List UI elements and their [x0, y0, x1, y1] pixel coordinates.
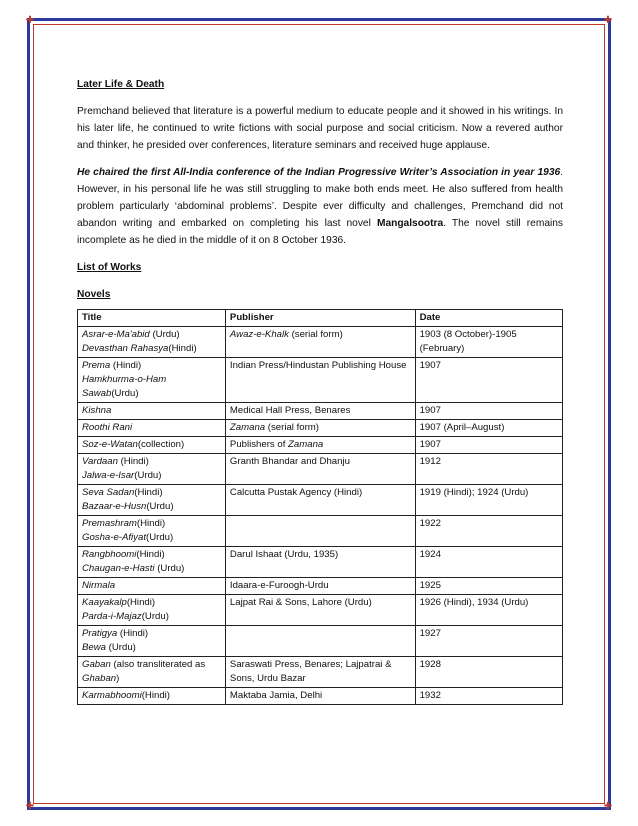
table-row	[78, 358, 563, 403]
cell-publisher	[225, 626, 415, 657]
novels-table	[77, 309, 563, 705]
work-title: Karmabhoomi	[82, 690, 142, 701]
header-date: Date	[415, 310, 562, 327]
cell-date: 1932	[415, 688, 562, 705]
cell-title	[78, 420, 226, 437]
cell-publisher	[225, 657, 415, 688]
work-alt-title: Hamkhurma-o-Ham Sawab	[82, 374, 167, 399]
novels-title: Novels	[77, 289, 111, 300]
cell-publisher	[225, 420, 415, 437]
corner-ornament-icon: ✚	[603, 15, 613, 26]
cell-publisher	[225, 485, 415, 516]
table-header-row	[78, 310, 563, 327]
work-language: (Hindi)	[117, 628, 149, 639]
work-language: (Urdu)	[146, 532, 174, 543]
work-language: (Urdu)	[134, 470, 162, 481]
work-language: (Urdu)	[149, 329, 180, 340]
cell-date: 1924	[415, 547, 562, 578]
cell-title	[78, 595, 226, 626]
publisher-name: Calcutta Pustak Agency (Hindi)	[229, 487, 363, 498]
work-title: Pratigya	[82, 628, 118, 639]
table-row	[78, 626, 563, 657]
paragraph-later-life: Premchand believed that literature is a powerful medium to educate people and it showed in his writings. In his later life, he continued to write fictions with social purpose and social criticism. Now a revered author and thinker, he presided over conferences, literature seminars and received huge applause.	[77, 106, 563, 151]
cell-publisher	[225, 578, 415, 595]
paragraph-text: . The novel still remains incomplete as he died in the middle of it on 8 October 1936.	[77, 218, 564, 246]
cell-title	[78, 516, 226, 547]
publisher-name: Idaara-e-Furoogh-Urdu	[229, 580, 329, 591]
table-row	[78, 327, 563, 358]
table-row	[78, 688, 563, 705]
cell-title	[78, 688, 226, 705]
work-language: (Hindi)	[168, 343, 197, 354]
work-language: (Urdu)	[154, 563, 185, 574]
cell-date: 1912	[415, 454, 562, 485]
cell-date: 1907	[415, 403, 562, 420]
work-title: Seva Sadan	[82, 487, 135, 498]
work-title: Soz-e-Watan	[82, 439, 138, 450]
publisher-name: Indian Press/Hindustan Publishing House	[229, 360, 407, 371]
cell-publisher	[225, 358, 415, 403]
table-row	[78, 485, 563, 516]
cell-publisher	[225, 595, 415, 626]
corner-ornament-icon: ✚	[25, 15, 35, 26]
cell-title	[78, 454, 226, 485]
publisher-name: (serial form)	[288, 329, 343, 340]
cell-date: 1919 (Hindi); 1924 (Urdu)	[415, 485, 562, 516]
table-row	[78, 516, 563, 547]
publisher-name: Zamana	[229, 422, 266, 433]
work-language: (Urdu)	[146, 501, 174, 512]
work-title: Asrar-e-Ma'abid	[82, 329, 150, 340]
publisher-name: Publishers of	[229, 439, 289, 450]
cell-date: 1926 (Hindi), 1934 (Urdu)	[415, 595, 562, 626]
work-alt-title: Gosha-e-Afiyat	[82, 532, 146, 543]
work-alt-title: Ghaban	[82, 673, 117, 684]
work-language: (Hindi)	[136, 518, 166, 529]
cell-title	[78, 578, 226, 595]
cell-date: 1928	[415, 657, 562, 688]
work-language: (collection)	[137, 439, 185, 450]
publisher-name: Maktaba Jamia, Delhi	[229, 690, 323, 701]
work-alt-title: Parda-i-Majaz	[82, 611, 142, 622]
work-language: (Urdu)	[106, 642, 136, 653]
work-alt-title: Bazaar-e-Husn	[82, 501, 147, 512]
cell-title	[78, 437, 226, 454]
paragraph-conference	[77, 164, 563, 249]
cell-date: 1903 (8 October)-1905 (February)	[415, 327, 562, 358]
cell-date: 1907	[415, 437, 562, 454]
work-language: (Hindi)	[117, 456, 149, 467]
work-language: (also transliterated as	[110, 659, 206, 670]
cell-date: 1907 (April–August)	[415, 420, 562, 437]
work-language: (Hindi)	[141, 690, 170, 701]
cell-title	[78, 403, 226, 420]
publisher-name: Awaz-e-Khalk	[229, 329, 289, 340]
cell-publisher	[225, 454, 415, 485]
cell-publisher	[225, 403, 415, 420]
work-title: Vardaan	[82, 456, 118, 467]
publisher-name: (serial form)	[265, 422, 319, 433]
cell-title	[78, 657, 226, 688]
work-language: )	[116, 673, 120, 684]
work-alt-title: Chaugan-e-Hasti	[82, 563, 155, 574]
publisher-name: Medical Hall Press, Benares	[229, 405, 351, 416]
work-title: Kishna	[82, 405, 112, 416]
cell-title	[78, 327, 226, 358]
work-language: (Hindi)	[134, 487, 163, 498]
cell-date: 1907	[415, 358, 562, 403]
cell-title	[78, 358, 226, 403]
cell-title	[78, 485, 226, 516]
table-row	[78, 547, 563, 578]
work-title: Prema	[82, 360, 111, 371]
work-language: (Hindi)	[110, 360, 142, 371]
section-title: Later Life & Death	[77, 79, 165, 90]
cell-title	[78, 547, 226, 578]
work-alt-title: Bewa	[82, 642, 106, 653]
header-publisher: Publisher	[225, 310, 415, 327]
work-title: Roothi Rani	[82, 422, 133, 433]
publisher-name: Saraswati Press, Benares; Lajpatrai & Sons, Urdu Bazar	[229, 659, 392, 684]
table-row	[78, 420, 563, 437]
cell-date: 1927	[415, 626, 562, 657]
work-title: Nirmala	[82, 580, 116, 591]
work-title: Gaban	[82, 659, 111, 670]
work-language: (Urdu)	[111, 388, 139, 399]
table-row	[78, 578, 563, 595]
cell-publisher	[225, 516, 415, 547]
table-row	[78, 437, 563, 454]
corner-ornament-icon: ✚	[603, 801, 613, 812]
cell-date: 1922	[415, 516, 562, 547]
work-language: (Hindi)	[126, 597, 156, 608]
works-title: List of Works	[77, 262, 142, 273]
publisher-name: Lajpat Rai & Sons, Lahore (Urdu)	[229, 597, 372, 608]
paragraph-text: . However, in his personal life he was still struggling to make both ends meet. He also suffered from health problem particularly ‘abdominal problems’. Despite ever difficulty and challenges, Premchand did not abandon writing and embarked on completing his last novel	[77, 167, 563, 229]
work-title: Premashram	[82, 518, 137, 529]
cell-publisher	[225, 327, 415, 358]
work-title: Rangbhoomi	[82, 549, 137, 560]
cell-publisher	[225, 688, 415, 705]
cell-publisher	[225, 437, 415, 454]
work-alt-title: Devasthan Rahasya	[82, 343, 169, 354]
conference-highlight: He chaired the first All-India conference of the Indian Progressive Writer’s Association in year 1936	[77, 167, 561, 178]
work-title: Kaayakalp	[82, 597, 127, 608]
corner-ornament-icon: ✚	[25, 801, 35, 812]
table-row	[78, 403, 563, 420]
work-alt-title: Jalwa-e-Isar	[82, 470, 135, 481]
cell-date: 1925	[415, 578, 562, 595]
cell-publisher	[225, 547, 415, 578]
table-row	[78, 595, 563, 626]
work-language: (Hindi)	[136, 549, 165, 560]
cell-title	[78, 626, 226, 657]
publisher-name: Darul Ishaat (Urdu, 1935)	[229, 549, 339, 560]
header-title: Title	[78, 310, 226, 327]
publisher-name: Zamana	[288, 439, 324, 450]
document-body	[77, 76, 563, 705]
table-row	[78, 657, 563, 688]
book-title: Mangalsootra	[376, 218, 444, 229]
work-language: (Urdu)	[141, 611, 169, 622]
publisher-name: Granth Bhandar and Dhanju	[229, 456, 350, 467]
table-row	[78, 454, 563, 485]
